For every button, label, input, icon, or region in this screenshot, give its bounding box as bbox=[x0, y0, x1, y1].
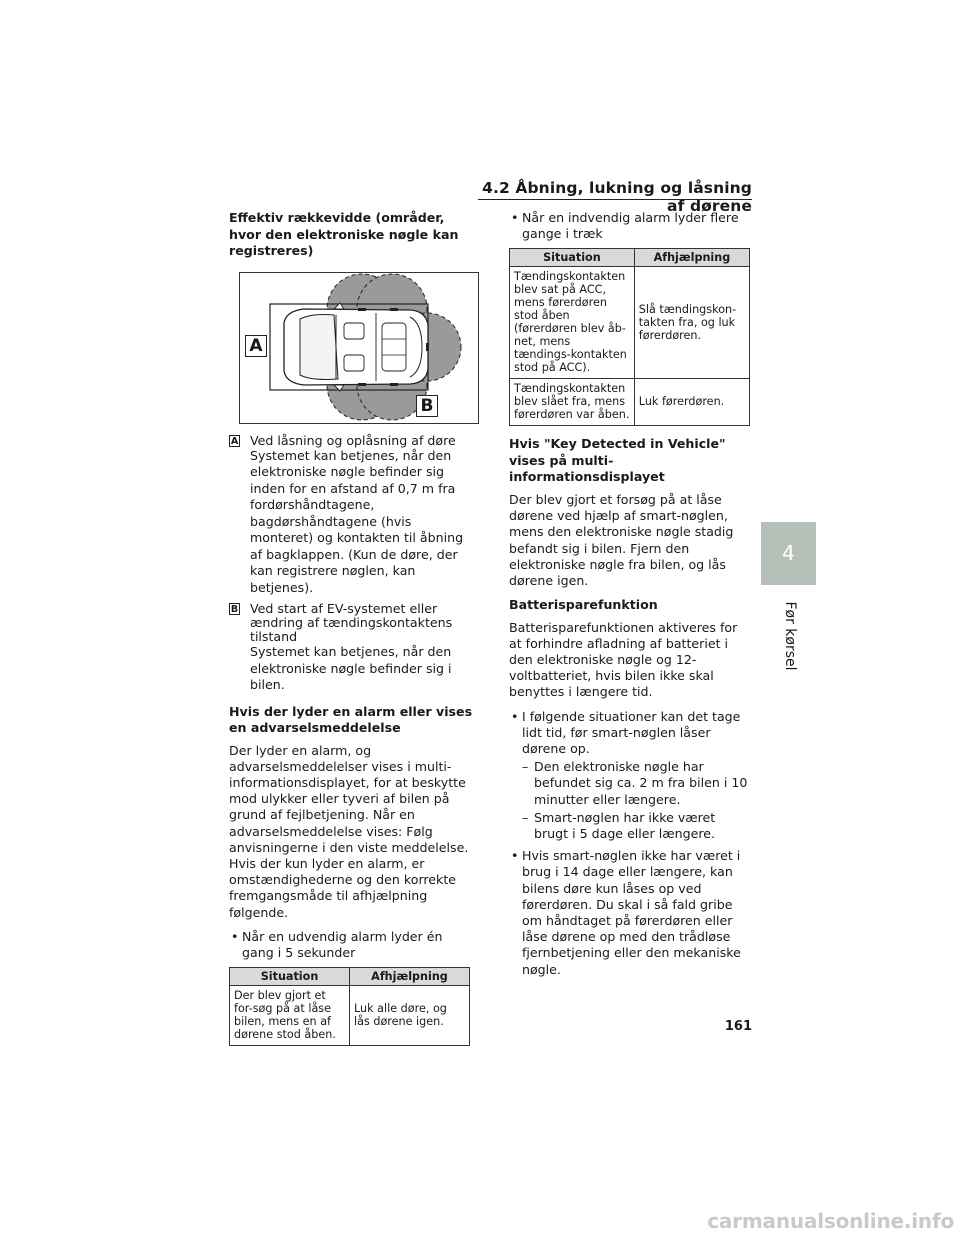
item-a bbox=[229, 434, 473, 597]
table1-cell-remedy: Luk alle døre, og lås dørene igen. bbox=[350, 986, 470, 1046]
item-b-badge: B bbox=[230, 604, 239, 615]
alarm-text: Der lyder en alarm, og advarselsmeddelelser vises i multi-informationsdisplayet, for at beskytte mod ulykker eller tyveri af bilen på grund af fejlbetjening. Når en advarselsmeddelelse vises: Følg anvisningerne i den viste meddelelse. Hvis der kun lyder en alarm, er omstændighederne og den korrekte fremgangsmåde til afhjælpning følgende. bbox=[229, 742, 469, 920]
exterior-alarm-table bbox=[229, 967, 470, 1046]
table2-cell-situation: Tændingskontakten blev slået fra, mens førerdøren var åben. bbox=[510, 379, 635, 426]
battery-bullet-2: • Hvis smart-nøglen ikke har været i brug i 14 dage eller længere, kan bilens døre kun låses op ved førerdøren. Du skal i så fald gribe om håndtaget på førerdøren eller låse dørene op med den trådløse fjernbetjening eller den mekaniske nøgle. bbox=[509, 848, 753, 978]
battery-heading: Batterisparefunktion bbox=[509, 597, 658, 613]
interior-alarm-list bbox=[509, 210, 753, 242]
battery-text: Batterisparefunktionen aktiveres for at forhindre afladning af batteriet i den elektroniske nøgle og 12-voltbatteriet, hvis bilen ikke skal benyttes i længere tid. bbox=[509, 619, 738, 700]
key-detected-heading: Hvis "Key Detected in Vehicle" vises på multi-informationsdisplayet bbox=[509, 436, 726, 485]
table2-header-remedy: Afhjælpning bbox=[634, 249, 749, 267]
table2-cell-situation: Tændingskontakten blev sat på ACC, mens førerdøren stod åben (førerdøren blev åb-net, mens tændings-kontakten stod på ACC). bbox=[510, 267, 635, 379]
page-number: 161 bbox=[724, 1019, 752, 1034]
chapter-title-vertical bbox=[780, 598, 798, 678]
exterior-alarm-list bbox=[229, 929, 473, 961]
battery-dash-list bbox=[522, 759, 753, 842]
item-a-badge: A bbox=[230, 435, 239, 447]
range-heading: Effektiv rækkevidde (områder, hvor den elektroniske nøgle kan registreres) bbox=[229, 210, 459, 258]
figure-label-a: A bbox=[245, 335, 267, 357]
table1-header-situation: Situation bbox=[230, 968, 350, 986]
battery-bullet-1-text: I følgende situationer kan det tage lidt tid, før smart-nøglen låser dørene op. bbox=[522, 708, 741, 757]
interior-alarm-table bbox=[509, 248, 750, 426]
chapter-tab: 4 bbox=[761, 522, 816, 585]
item-b bbox=[229, 602, 473, 694]
battery-dash-1: – Den elektroniske nøgle har befundet sig ca. 2 m fra bilen i 10 minutter eller længere. bbox=[522, 759, 753, 808]
key-detected-text: Der blev gjort et forsøg på at låse dørene ved hjælp af smart-nøglen, mens den elektroniske nøgle stadig befandt sig i bilen. Fjern den elektroniske nøgle fra bilen, og lås dørene igen. bbox=[509, 491, 734, 588]
table2-cell-remedy: Luk førerdøren. bbox=[634, 379, 749, 426]
table-row bbox=[230, 986, 470, 1046]
chapter-title: Før kørsel bbox=[782, 601, 798, 671]
table-row bbox=[510, 379, 750, 426]
section-title: 4.2 Åbning, lukning og låsning af dørene bbox=[482, 179, 752, 215]
alarm-heading: Hvis der lyder en alarm eller vises en advarselsmeddelelse bbox=[229, 703, 473, 735]
range-figure bbox=[239, 272, 479, 424]
header-rule bbox=[478, 199, 752, 200]
right-column bbox=[509, 210, 753, 984]
bullet-interior-alarm: • Når en indvendig alarm lyder flere gange i træk bbox=[509, 210, 753, 242]
watermark: carmanualsonline.info bbox=[707, 1209, 954, 1233]
item-b-title: Ved start af EV-systemet eller ændring af tændingskontaktens tilstand bbox=[250, 601, 453, 644]
table2-cell-remedy: Slå tændingskon-takten fra, og luk førerdøren. bbox=[634, 267, 749, 379]
item-a-title: Ved låsning og oplåsning af døre bbox=[250, 432, 456, 448]
item-b-body: Systemet kan betjenes, når den elektroniske nøgle befinder sig i bilen. bbox=[250, 644, 452, 692]
battery-dash-2: – Smart-nøglen har ikke været brugt i 5 dage eller længere. bbox=[522, 810, 753, 842]
battery-bullet-list bbox=[509, 709, 753, 978]
battery-bullet-1 bbox=[509, 709, 753, 843]
table2-header-situation: Situation bbox=[510, 249, 635, 267]
table1-cell-situation: Der blev gjort et for-søg på at låse bilen, mens en af dørene stod åben. bbox=[230, 986, 350, 1046]
table-row bbox=[510, 267, 750, 379]
table1-header-remedy: Afhjælpning bbox=[350, 968, 470, 986]
car-top-view-icon bbox=[240, 273, 478, 423]
figure-label-b: B bbox=[416, 395, 438, 417]
bullet-exterior-alarm: • Når en udvendig alarm lyder én gang i 5 sekunder bbox=[229, 929, 473, 961]
item-a-body: Systemet kan betjenes, når den elektroniske nøgle befinder sig inden for en afstand af 0,7 m fra fordørshåndtagene, bagdørshåndtagene (hvis monteret) og kontakten til åbning af bagklappen. (Kun de døre, der kan registrere nøglen, kan betjenes). bbox=[250, 447, 464, 595]
left-column bbox=[229, 210, 473, 1056]
